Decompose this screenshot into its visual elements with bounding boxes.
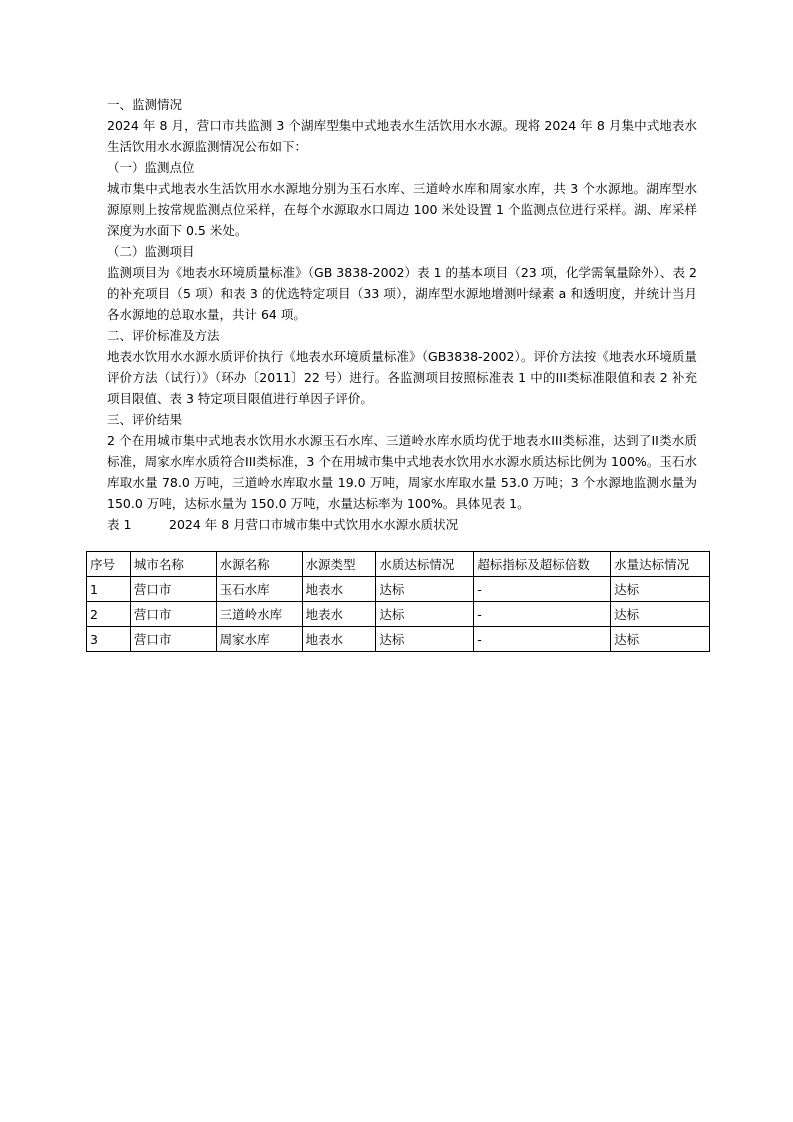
water-quality-table: [86, 551, 710, 652]
table-cell: 达标: [611, 627, 710, 652]
table-cell: 地表水: [302, 627, 376, 652]
table-cell: 达标: [611, 602, 710, 627]
table-cell: 2: [87, 602, 131, 627]
table-cell: 达标: [376, 577, 474, 602]
table-cell: 达标: [611, 577, 710, 602]
header-cell: 序号: [87, 552, 131, 577]
section-1-paragraph: 2024 年 8 月，营口市共监测 3 个湖库型集中式地表水生活饮用水水源。现将 2024 年 8 月集中式地表水生活饮用水水源监测情况公布如下：: [107, 118, 697, 154]
header-cell: 水量达标情况: [611, 552, 710, 577]
table-cell: 营口市: [130, 602, 216, 627]
table-cell: 1: [87, 577, 131, 602]
table-row: [87, 627, 710, 652]
table-cell: -: [474, 602, 611, 627]
table-cell: 达标: [376, 602, 474, 627]
header-cell: 水源类型: [302, 552, 376, 577]
table-cell: 达标: [376, 627, 474, 652]
section-2-paragraph: 地表水饮用水水源水质评价执行《地表水环境质量标准》（GB3838-2002）。评价方法按《地表水环境质量评价方法（试行）》（环办〔2011〕22 号）进行。各监测项目按照标准表 1 中的III类标准限值和表 2 补充项目限值、表 3 特定项目限值进行单因子评价。: [107, 349, 697, 406]
table-cell: 玉石水库: [216, 577, 302, 602]
table-header-row: [87, 552, 710, 577]
table-cell: 三道岭水库: [216, 602, 302, 627]
table-row: [87, 577, 710, 602]
section-1-2-heading: （二）监测项目: [107, 244, 195, 259]
header-cell: 城市名称: [130, 552, 216, 577]
table-cell: 周家水库: [216, 627, 302, 652]
header-cell: 水质达标情况: [376, 552, 474, 577]
table-cell: 3: [87, 627, 131, 652]
header-cell: 水源名称: [216, 552, 302, 577]
section-3-paragraph: 2 个在用城市集中式地表水饮用水水源玉石水库、三道岭水库水质均优于地表水III类标准，达到了II类水质标准，周家水库水质符合III类标准，3 个在用城市集中式地表水饮用水水源水质达标比例为 100%。玉石水库取水量 78.0 万吨，三道岭水库取水量 19.0 万吨，周家水库取水量 53.0 万吨；3 个水源地监测水量为 150.0 万吨，达标水量为 150.0 万吨，水量达标率为 100%。具体见表 1。: [107, 433, 697, 511]
table-caption: [107, 514, 697, 535]
section-1-heading: 一、监测情况: [107, 97, 183, 112]
table-caption-title: 2024 年 8 月营口市城市集中式饮用水水源水质状况: [169, 517, 459, 532]
table-row: [87, 602, 710, 627]
header-cell: 超标指标及超标倍数: [474, 552, 611, 577]
table-cell: 营口市: [130, 577, 216, 602]
table-caption-number: 表 1: [107, 517, 132, 532]
table-cell: -: [474, 577, 611, 602]
table-cell: -: [474, 627, 611, 652]
table-cell: 地表水: [302, 602, 376, 627]
section-1-1-paragraph: 城市集中式地表水生活饮用水水源地分别为玉石水库、三道岭水库和周家水库，共 3 个水源地。湖库型水源原则上按常规监测点位采样，在每个水源取水口周边 100 米处设置 1 个监测点位进行采样。湖、库采样深度为水面下 0.5 米处。: [107, 181, 697, 238]
table-cell: 营口市: [130, 627, 216, 652]
section-1-2-paragraph: 监测项目为《地表水环境质量标准》（GB 3838-2002）表 1 的基本项目（23 项，化学需氧量除外）、表 2 的补充项目（5 项）和表 3 的优选特定项目（33 项），湖库型水源地增测叶绿素 a 和透明度，并统计当月各水源地的总取水量，共计 64 项。: [107, 265, 697, 322]
section-3-heading: 三、评价结果: [107, 412, 183, 427]
document-body: [107, 94, 697, 535]
section-1-1-heading: （一）监测点位: [107, 160, 195, 175]
table-cell: 地表水: [302, 577, 376, 602]
section-2-heading: 二、评价标准及方法: [107, 328, 220, 343]
